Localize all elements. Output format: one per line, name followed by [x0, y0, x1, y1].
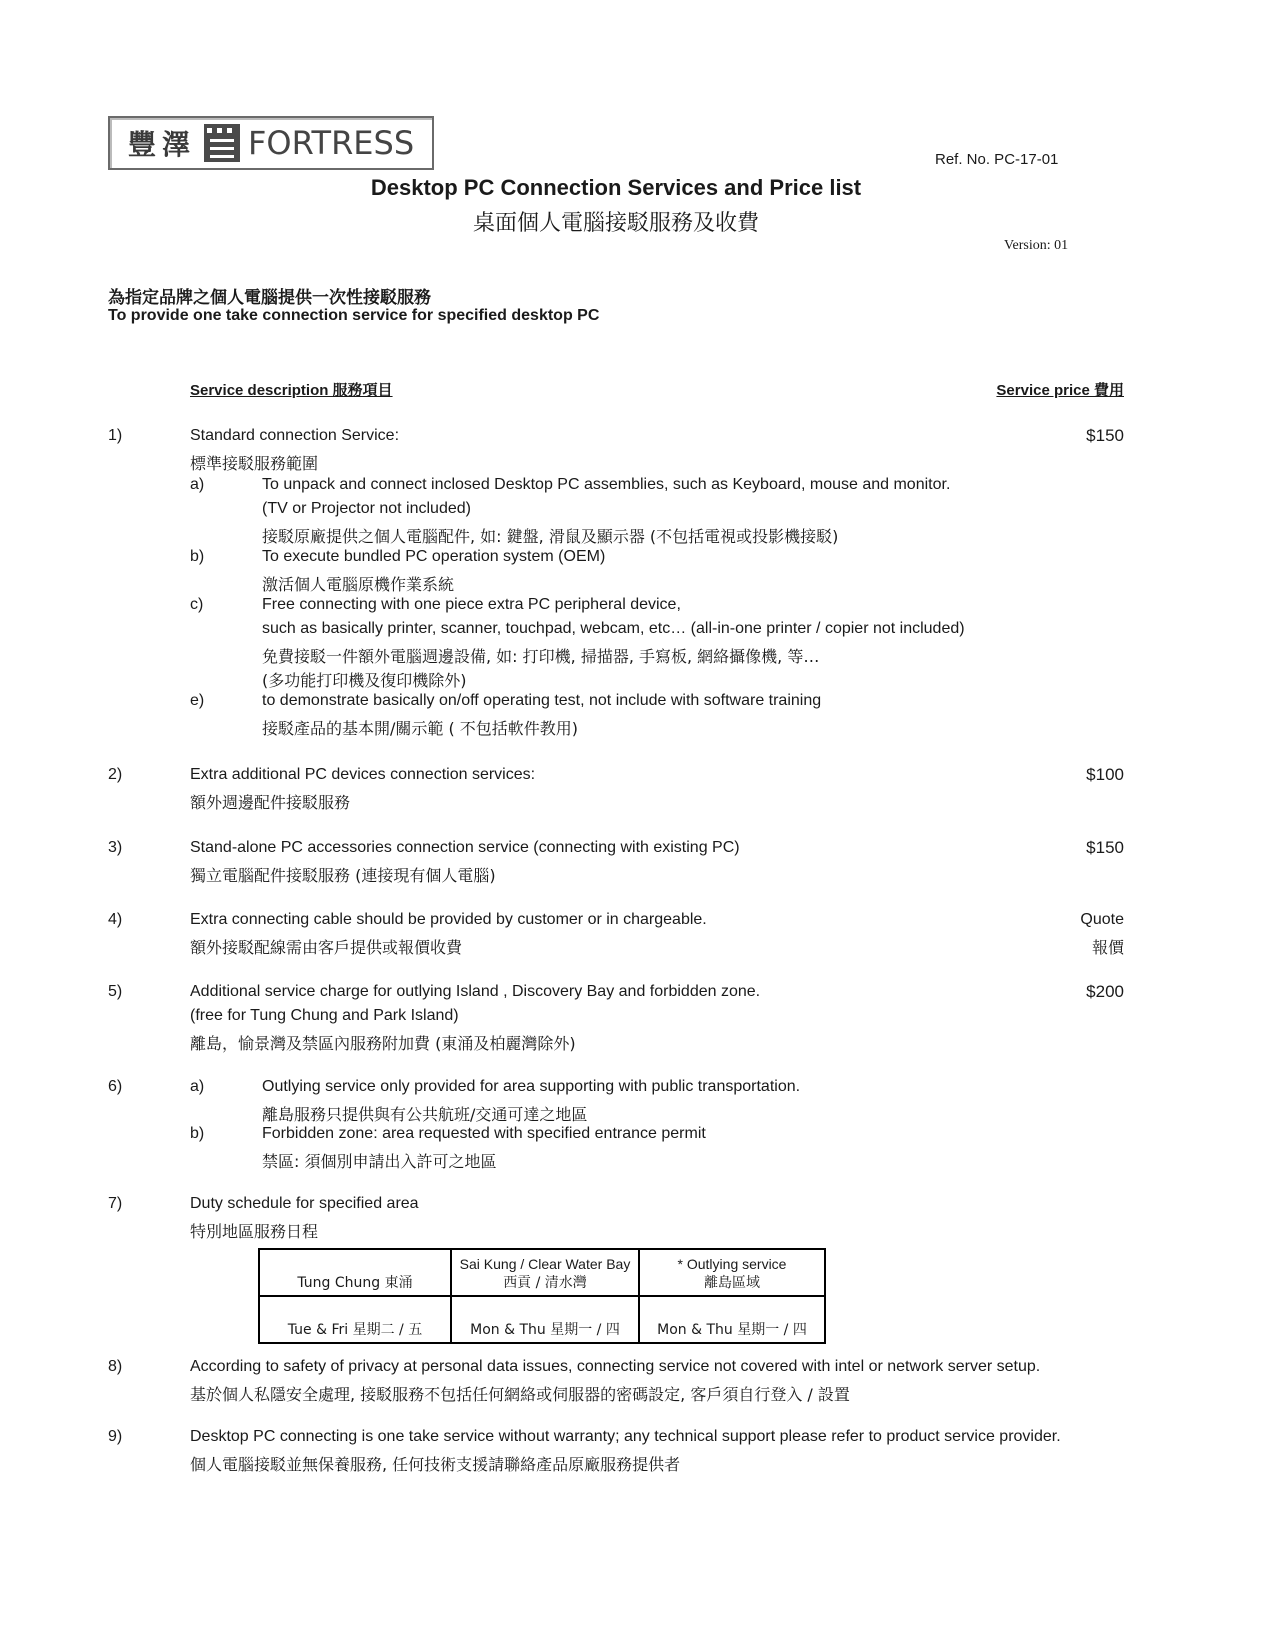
item-number: 1)	[108, 427, 123, 444]
company-logo	[108, 116, 434, 170]
page-title: Desktop PC Connection Services and Price list	[370, 175, 862, 200]
item-number: 9)	[108, 1428, 123, 1445]
sub-item-line: Free connecting with one piece extra PC peripheral device,	[262, 596, 681, 613]
logo-en-text: FORTRESS	[248, 124, 415, 162]
page-title-cn: 桌面個人電腦接駁服務及收費	[472, 211, 759, 236]
item-number: 5)	[108, 983, 123, 1000]
sub-item-letter: c)	[190, 596, 204, 613]
sub-item-line: Forbidden zone: area requested with specified entrance permit	[262, 1125, 706, 1142]
version-label: Version: 01	[1004, 238, 1069, 253]
table-cell: Mon & Thu 星期一 / 四	[639, 1296, 825, 1343]
item-description-cn: 獨立電腦配件接駁服務 (連接現有個人電腦)	[190, 866, 496, 885]
item-description-cn: 離島，愉景灣及禁區內服務附加費 (東涌及柏麗灣除外)	[190, 1034, 576, 1053]
item-number: 7)	[108, 1195, 123, 1212]
item-number: 3)	[108, 839, 123, 856]
table-header-cell: * Outlying service 離島區域	[639, 1249, 825, 1296]
sub-item-line-cn: 禁區: 須個別申請出入許可之地區	[262, 1152, 497, 1171]
item-price-cn: 報價	[1091, 938, 1124, 957]
sub-item-letter: e)	[190, 692, 205, 709]
item-number: 2)	[108, 766, 123, 783]
sub-item-letter: b)	[190, 548, 205, 565]
logo-cn-text: 豐澤	[128, 128, 197, 161]
sub-item-line: To unpack and connect inclosed Desktop PC assemblies, such as Keyboard, mouse and monitor.	[262, 476, 951, 493]
item-price: $100	[1086, 765, 1124, 784]
sub-item-line-cn: (多功能打印機及復印機除外)	[262, 671, 467, 690]
item-price: $200	[1086, 982, 1124, 1001]
item-description: Desktop PC connecting is one take service without warranty; any technical support please refer to product service provider.	[190, 1428, 1061, 1445]
sub-item-line-cn: 接駁產品的基本開/關示範 ( 不包括軟件教用)	[262, 719, 579, 738]
item-description: Extra additional PC devices connection services:	[190, 766, 536, 783]
sub-item-letter: a)	[190, 1078, 205, 1095]
item-number: 8)	[108, 1358, 123, 1375]
item-description-cn: 特別地區服務日程	[190, 1222, 319, 1241]
item-price: Quote	[1080, 911, 1124, 928]
item-price: $150	[1086, 838, 1124, 857]
item-description: Additional service charge for outlying Island , Discovery Bay and forbidden zone.	[190, 983, 761, 1000]
item-description: Stand-alone PC accessories connection service (connecting with existing PC)	[190, 839, 740, 856]
column-header-price: Service price 費用	[996, 382, 1124, 399]
intro-en: To provide one take connection service for specified desktop PC	[108, 307, 600, 324]
item-description: Standard connection Service:	[190, 427, 400, 444]
sub-item-letter: a)	[190, 476, 205, 493]
sub-item-letter: b)	[190, 1125, 205, 1142]
item-description: According to safety of privacy at personal data issues, connecting service not covered with intel or network server setup.	[190, 1358, 1041, 1375]
item-description-cn: 標準接駁服務範圍	[190, 454, 319, 473]
sub-item-line-cn: 離島服務只提供與有公共航班/交通可達之地區	[262, 1105, 588, 1124]
item-description: Duty schedule for specified area	[190, 1195, 419, 1212]
item-description-cn: 額外週邊配件接駁服務	[190, 793, 351, 812]
item-number: 6)	[108, 1078, 123, 1095]
sub-item-line: Outlying service only provided for area supporting with public transportation.	[262, 1078, 801, 1095]
sub-item-line: such as basically printer, scanner, touchpad, webcam, etc… (all-in-one printer / copier not included)	[262, 620, 965, 637]
sub-item-line: To execute bundled PC operation system (OEM)	[262, 548, 606, 565]
sub-item-line: to demonstrate basically on/off operating test, not include with software training	[262, 692, 822, 709]
duty-schedule-table	[258, 1248, 826, 1344]
table-cell: Mon & Thu 星期一 / 四	[451, 1296, 639, 1343]
tower-icon	[204, 124, 240, 162]
column-header-description: Service description 服務項目	[190, 382, 393, 399]
item-price: $150	[1086, 426, 1124, 445]
item-description: Extra connecting cable should be provided by customer or in chargeable.	[190, 911, 707, 928]
sub-item-line-cn: 接駁原廠提供之個人電腦配件, 如: 鍵盤, 滑鼠及顯示器 (不包括電視或投影機接駁)	[262, 527, 839, 546]
ref-number: Ref. No. PC-17-01	[935, 151, 1059, 168]
item-description-cn: 基於個人私隱安全處理, 接駁服務不包括任何網絡或伺服器的密碼設定, 客戶須自行登入 / 設置	[190, 1385, 850, 1404]
item-description-cn: 額外接駁配線需由客戶提供或報價收費	[190, 938, 463, 957]
table-row	[259, 1249, 825, 1296]
table-header-cell: Sai Kung / Clear Water Bay 西貢 / 清水灣	[451, 1249, 639, 1296]
item-number: 4)	[108, 911, 123, 928]
table-cell: Tue & Fri 星期二 / 五	[259, 1296, 451, 1343]
intro-cn: 為指定品牌之個人電腦提供一次性接駁服務	[108, 288, 431, 308]
table-row	[259, 1296, 825, 1343]
table-header-cell: Tung Chung 東涌	[259, 1249, 451, 1296]
sub-item-line-cn: 激活個人電腦原機作業系統	[262, 575, 455, 594]
item-description-cn: 個人電腦接駁並無保養服務, 任何技術支援請聯絡產品原廠服務提供者	[190, 1455, 681, 1474]
sub-item-line: (TV or Projector not included)	[262, 500, 471, 517]
sub-item-line-cn: 免費接駁一件額外電腦週邊設備, 如: 打印機, 掃描器, 手寫板, 網絡攝像機, 等…	[262, 647, 820, 666]
item-description-note: (free for Tung Chung and Park Island)	[190, 1007, 459, 1024]
